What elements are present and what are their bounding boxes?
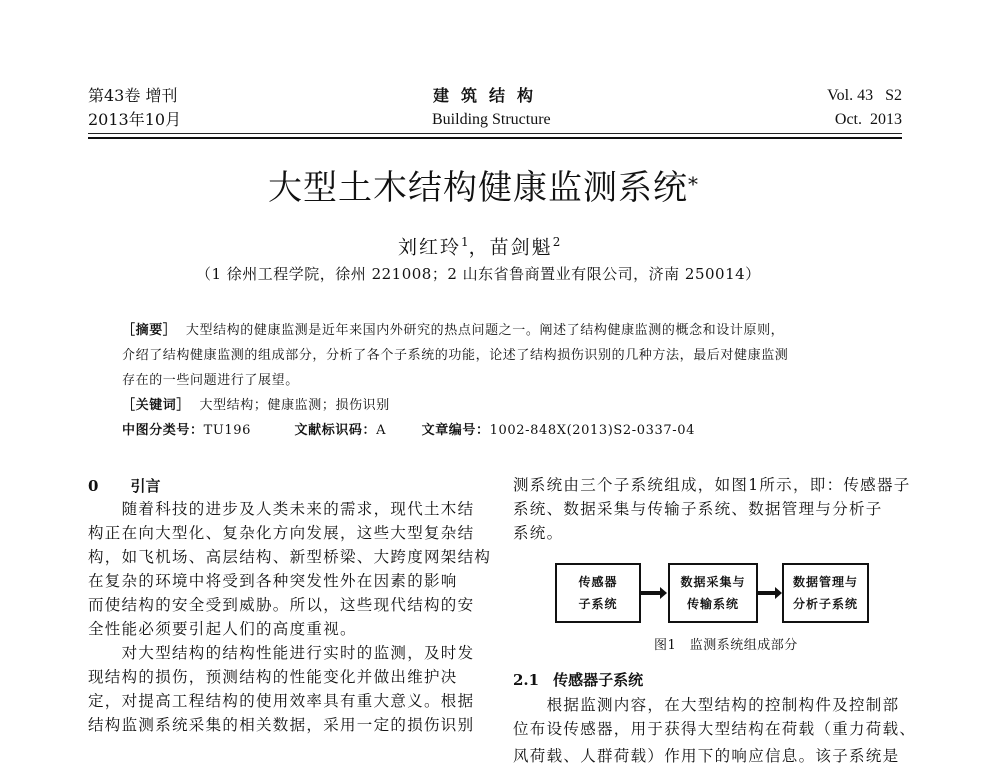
- figure-box-management: [782, 563, 869, 623]
- figure-caption: 图1 监测系统组成部分: [654, 638, 798, 653]
- abstract-label: ［摘要］: [122, 323, 177, 338]
- body-line: 根据监测内容，在大型结构的控制构件及控制部: [513, 696, 900, 714]
- arrow-right-icon: [758, 591, 776, 595]
- header-rule-thin: [88, 133, 902, 134]
- doc-code-label: 文献标识码：: [294, 423, 377, 438]
- section-heading: [88, 476, 160, 496]
- header-volume-cn: 第43卷 增刊: [88, 86, 178, 105]
- body-line: 风荷载、人群荷载）作用下的响应信息。该子系统是: [513, 747, 900, 765]
- subsection-number: 2.1: [513, 671, 540, 689]
- paper-title: [268, 168, 699, 208]
- classification-line: [122, 422, 695, 440]
- figure-box-sensor: [555, 563, 641, 623]
- author-separator: ，: [468, 236, 490, 259]
- author-list: [398, 230, 560, 259]
- figure-box-label: 数据管理与: [792, 575, 858, 589]
- body-line: 系统、数据采集与传输子系统、数据管理与分析子: [513, 500, 883, 518]
- clc-label: 中图分类号：: [122, 423, 204, 438]
- body-line: 而使结构的安全受到威胁。所以，这些现代结构的安: [88, 596, 475, 614]
- body-line: 测系统由三个子系统组成，如图1所示，即：传感器子: [513, 476, 911, 494]
- body-line: 现结构的损伤，预测结构的性能变化并做出维护决: [88, 668, 458, 686]
- subsection-heading: [513, 670, 643, 690]
- paper-title-text: 大型土木结构健康监测系统: [268, 168, 688, 208]
- body-line: 定，对提高工程结构的使用效率具有重大意义。根据: [88, 692, 475, 710]
- figure-box-label: 分析子系统: [792, 597, 858, 611]
- article-no-label: 文章编号：: [421, 423, 490, 438]
- abstract-line: [122, 322, 784, 340]
- body-line: 对大型结构的结构性能进行实时的监测，及时发: [88, 644, 475, 662]
- figure-box-label: 数据采集与: [680, 575, 746, 589]
- keywords-label: ［关键词］: [122, 398, 191, 413]
- body-line: 全性能必须要引起人们的高度重视。: [88, 620, 357, 638]
- header-volume-en: Vol. 43 S2: [827, 87, 902, 104]
- body-line: 构，如飞机场、高层结构、新型桥梁、大跨度网架结构: [88, 548, 492, 566]
- body-line: 结构监测系统采集的相关数据，采用一定的损伤识别: [88, 716, 475, 734]
- abstract-line: 介绍了结构健康监测的组成部分，分析了各个子系统的功能，论述了结构损伤识别的几种方法，最后对健康监测: [122, 348, 789, 363]
- affiliations: （1 徐州工程学院，徐州 221008；2 山东省鲁商置业有限公司，济南 250014）: [196, 265, 761, 283]
- author-name: 苗剑魁: [489, 236, 553, 259]
- body-line: 位布设传感器，用于获得大型结构在荷载（重力荷载、: [513, 720, 917, 738]
- figure-box-label: 传感器: [578, 575, 618, 589]
- figure-box-acquisition: [668, 563, 758, 623]
- article-no-value: 1002-848X(2013)S2-0337-04: [489, 423, 695, 438]
- header-rule-thick: [88, 137, 902, 139]
- figure-box-label: 传输系统: [686, 597, 739, 611]
- body-line: 系统。: [513, 524, 564, 542]
- section-title: 引言: [130, 477, 161, 495]
- section-number: 0: [88, 477, 99, 495]
- keywords-text: 大型结构；健康监测；损伤识别: [199, 398, 390, 413]
- keywords-line: [122, 397, 390, 415]
- subsection-title: 传感器子系统: [553, 671, 644, 689]
- author-name: 刘红玲: [398, 236, 462, 259]
- abstract-line: 存在的一些问题进行了展望。: [122, 373, 299, 388]
- author-affil-mark: 1: [461, 235, 469, 249]
- abstract-text: 大型结构的健康监测是近年来国内外研究的热点问题之一。阐述了结构健康监测的概念和设计原则，: [185, 323, 785, 338]
- doc-code-value: A: [376, 423, 387, 438]
- header-date-cn: 2013年10月: [88, 110, 182, 129]
- title-footnote-mark: *: [688, 172, 699, 196]
- body-line: 在复杂的环境中将受到各种突发性外在因素的影响: [88, 572, 458, 590]
- arrow-right-icon: [641, 591, 661, 595]
- body-line: 构正在向大型化、复杂化方向发展，这些大型复杂结: [88, 524, 475, 542]
- header-date-en: Oct. 2013: [834, 111, 902, 128]
- body-line: 随着科技的进步及人类未来的需求，现代土木结: [88, 500, 475, 518]
- journal-title-en: Building Structure: [432, 111, 551, 128]
- journal-title-cn: 建筑结构: [433, 86, 546, 105]
- figure-box-label: 子系统: [578, 597, 618, 611]
- author-affil-mark: 2: [552, 235, 561, 249]
- clc-value: TU196: [203, 423, 252, 438]
